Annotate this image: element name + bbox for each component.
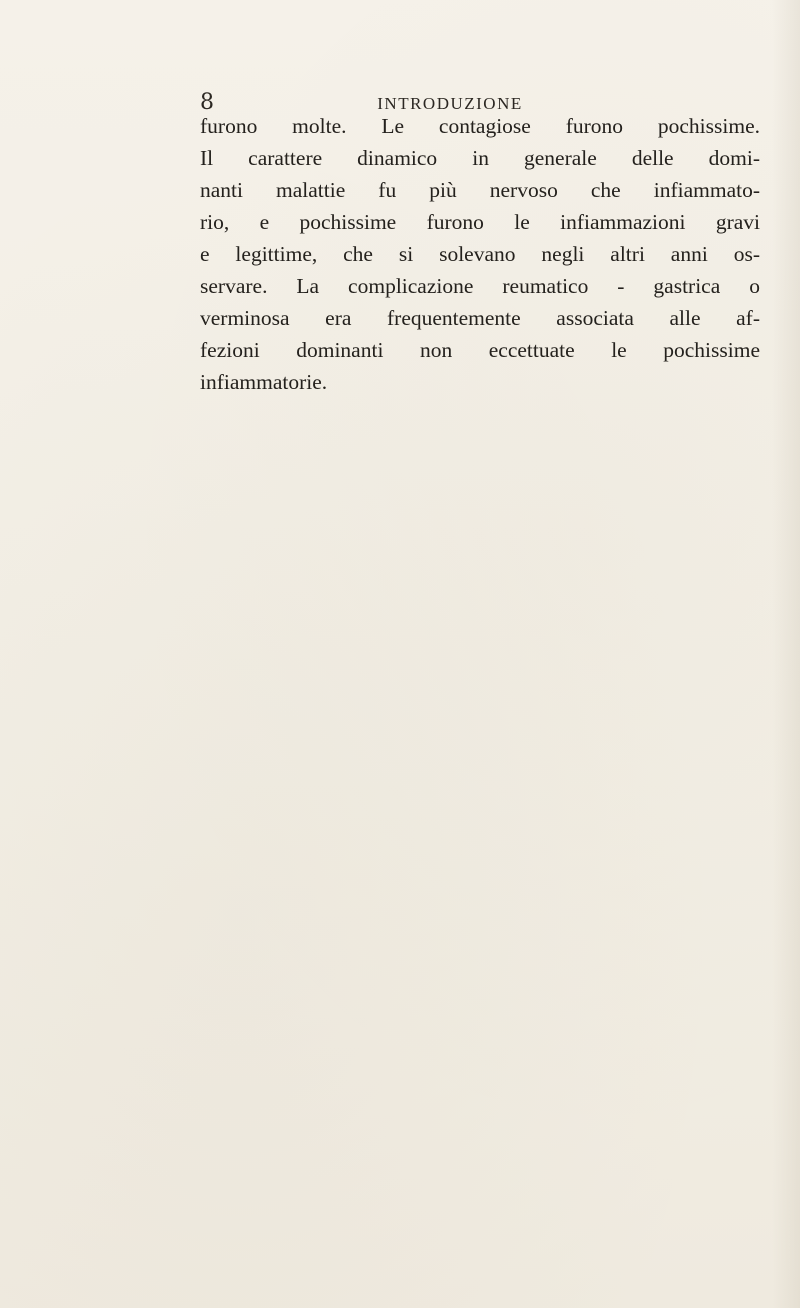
paragraph [200,110,760,398]
text-line: servare. La complicazione reumatico - gastrica o [200,274,760,298]
text-line: Il carattere dinamico in generale delle domi- [200,146,760,170]
text-line: rio, e pochissime furono le infiammazioni gravi [200,210,760,234]
text-line: verminosa era frequentemente associata alle af- [200,306,760,330]
text-line: e legittime, che si solevano negli altri anni os- [200,242,760,266]
text-line: fezioni dominanti non eccettuate le pochissime [200,338,760,362]
running-title: INTRODUZIONE [377,94,523,113]
text-line: furono molte. Le contagiose furono pochissime. [200,114,760,138]
text-line: infiammatorie. [200,370,328,394]
page-number: 8 [200,90,214,115]
page-edge-shadow [772,0,800,1308]
text-line: nanti malattie fu più nervoso che infiammato- [200,178,760,202]
